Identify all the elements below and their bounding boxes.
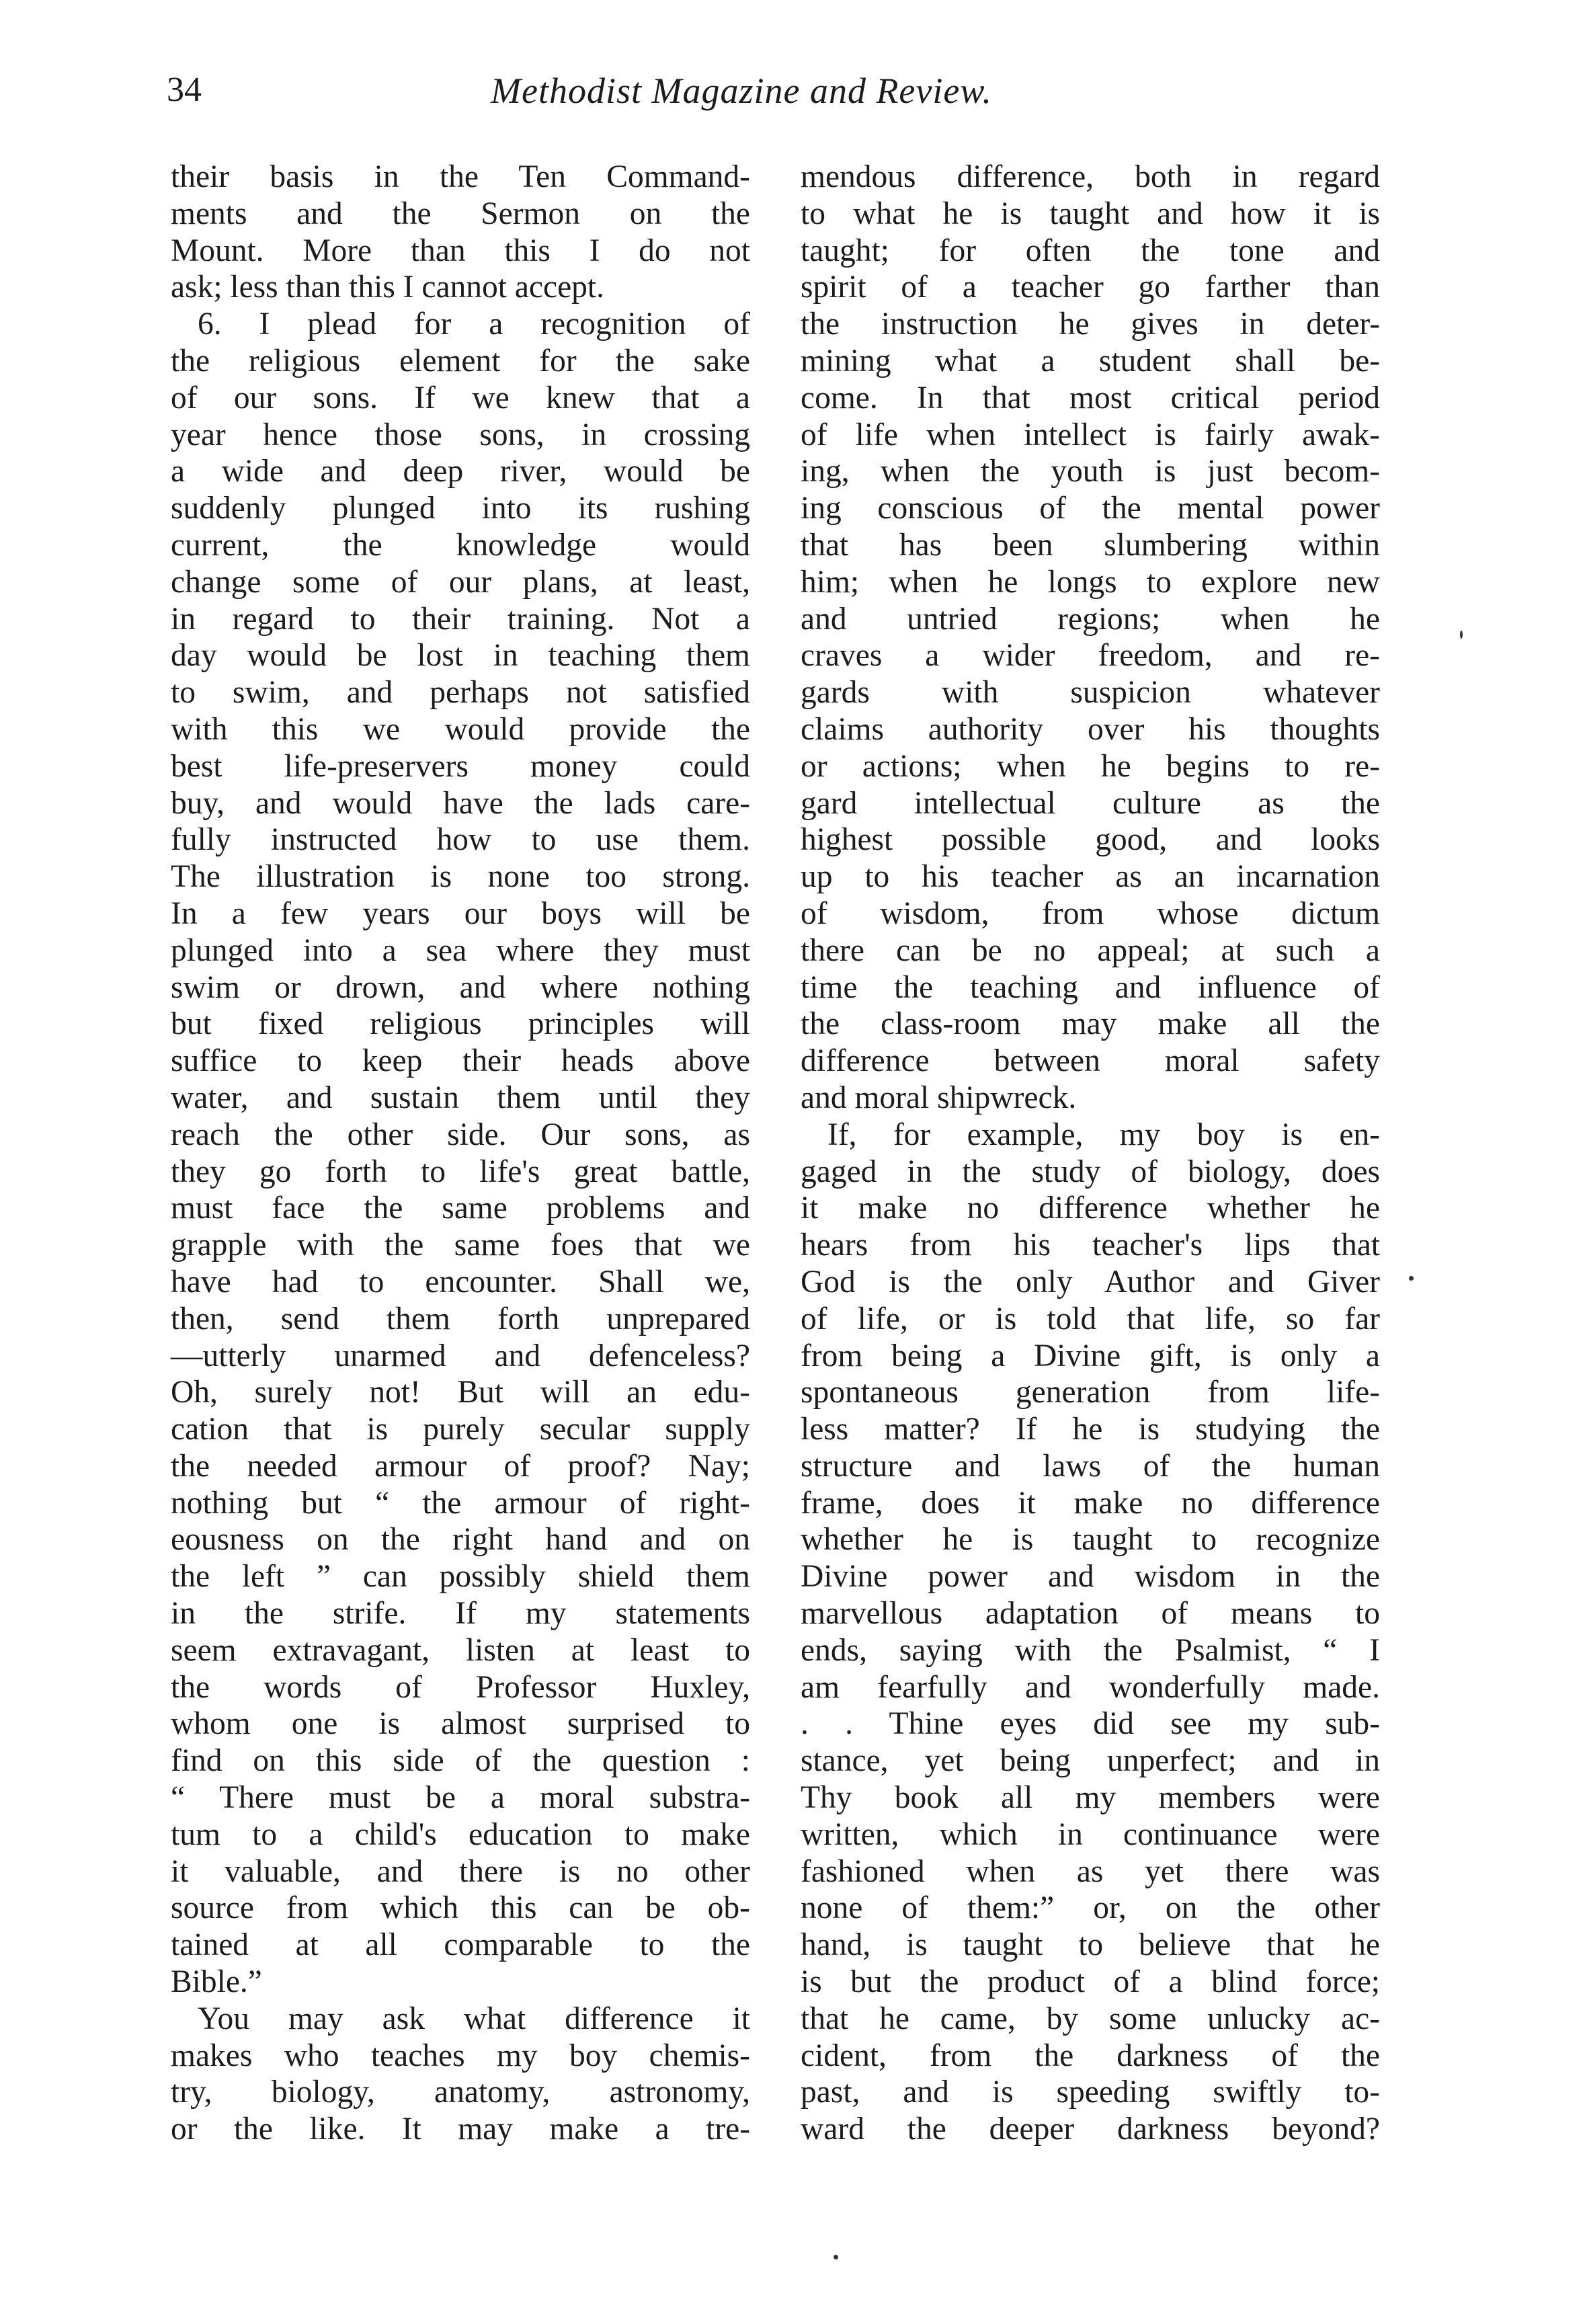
text-line: time the teaching and influence of — [801, 969, 1380, 1005]
text-line: If, for example, my boy is en- — [827, 1117, 1380, 1152]
text-line: whom one is almost surprised to — [171, 1706, 750, 1742]
text-line: eousness on the right hand and on — [171, 1522, 750, 1558]
text-line: Oh, surely not! But will an edu- — [171, 1375, 750, 1410]
text-line: tum to a child's education to make — [171, 1816, 750, 1852]
text-line: and moral shipwreck. — [801, 1080, 1077, 1115]
text-line: with this we would provide the — [171, 711, 750, 747]
text-column-left — [171, 159, 750, 2148]
text-line: hand, is taught to believe that he — [801, 1927, 1380, 1963]
text-line: ward the deeper darkness beyond? — [801, 2112, 1380, 2147]
text-line: in regard to their training. Not a — [171, 601, 750, 637]
text-line: Mount. More than this I do not — [171, 233, 750, 268]
text-line: the needed armour of proof? Nay; — [171, 1448, 750, 1484]
text-line: gaged in the study of biology, does — [801, 1154, 1380, 1189]
text-line: that he came, by some unlucky ac- — [801, 2001, 1380, 2036]
text-line: ing, when the youth is just becom- — [801, 454, 1380, 489]
text-line: current, the knowledge would — [171, 527, 750, 563]
text-line: change some of our plans, at least, — [171, 564, 750, 600]
text-line: year hence those sons, in crossing — [171, 417, 750, 452]
text-line: reach the other side. Our sons, as — [171, 1117, 750, 1152]
text-line: to swim, and perhaps not satisfied — [171, 675, 750, 711]
text-line: there can be no appeal; at such a — [801, 932, 1380, 968]
text-line: past, and is speeding swiftly to- — [801, 2075, 1380, 2110]
text-line: a wide and deep river, would be — [171, 454, 750, 489]
text-line: Divine power and wisdom in the — [801, 1559, 1380, 1595]
text-line: or the like. It may make a tre- — [171, 2112, 750, 2147]
text-line: the words of Professor Huxley, — [171, 1669, 750, 1705]
text-line: 6. I plead for a recognition of — [198, 307, 750, 342]
text-line: have had to encounter. Shall we, — [171, 1264, 750, 1299]
text-line: mining what a student shall be- — [801, 343, 1380, 378]
text-line: from being a Divine gift, is only a — [801, 1338, 1380, 1373]
print-speck — [1460, 631, 1463, 639]
text-line: stance, yet being unperfect; and in — [801, 1743, 1380, 1779]
text-line: grapple with the same foes that we — [171, 1228, 750, 1263]
text-line: the class-room may make all the — [801, 1006, 1380, 1042]
text-line: it valuable, and there is no other — [171, 1853, 750, 1889]
text-line: mendous difference, both in regard — [801, 159, 1380, 194]
text-line: the religious element for the sake — [171, 343, 750, 378]
text-line: Bible.” — [171, 1964, 262, 2000]
text-line: of wisdom, from whose dictum — [801, 895, 1380, 931]
text-line: God is the only Author and Giver — [801, 1264, 1380, 1299]
text-line: less matter? If he is studying the — [801, 1412, 1380, 1447]
text-line: their basis in the Ten Command- — [171, 159, 750, 194]
text-line: and untried regions; when he — [801, 601, 1380, 637]
text-line: day would be lost in teaching them — [171, 638, 750, 674]
text-line: claims authority over his thoughts — [801, 711, 1380, 747]
text-line: come. In that most critical period — [801, 380, 1380, 415]
text-line: water, and sustain them until they — [171, 1080, 750, 1115]
text-line: gards with suspicion whatever — [801, 675, 1380, 711]
text-line: but fixed religious principles will — [171, 1006, 750, 1042]
text-line: ments and the Sermon on the — [171, 196, 750, 231]
text-line: written, which in continuance were — [801, 1816, 1380, 1852]
text-line: swim or drown, and where nothing — [171, 969, 750, 1005]
text-line: hears from his teacher's lips that — [801, 1228, 1380, 1263]
text-line: . . Thine eyes did see my sub- — [801, 1706, 1380, 1742]
text-line: fully instructed how to use them. — [171, 822, 750, 858]
print-speck — [834, 2255, 838, 2259]
text-line: it make no difference whether he — [801, 1191, 1380, 1226]
text-line: taught; for often the tone and — [801, 233, 1380, 268]
text-line: of life, or is told that life, so far — [801, 1301, 1380, 1336]
text-line: ask; less than this I cannot accept. — [171, 270, 605, 305]
text-line: source from which this can be ob- — [171, 1890, 750, 1926]
text-line: frame, does it make no difference — [801, 1485, 1380, 1521]
text-line: must face the same problems and — [171, 1191, 750, 1226]
text-line: then, send them forth unprepared — [171, 1301, 750, 1336]
text-line: or actions; when he begins to re- — [801, 748, 1380, 784]
text-line: makes who teaches my boy chemis- — [171, 2038, 750, 2073]
text-line: spirit of a teacher go farther than — [801, 270, 1380, 305]
text-line: plunged into a sea where they must — [171, 932, 750, 968]
text-line: to what he is taught and how it is — [801, 196, 1380, 231]
text-line: in the strife. If my statements — [171, 1596, 750, 1632]
text-line: that has been slumbering within — [801, 527, 1380, 563]
text-line: am fearfully and wonderfully made. — [801, 1669, 1380, 1705]
text-line: Thy book all my members were — [801, 1780, 1380, 1816]
text-line: suffice to keep their heads above — [171, 1043, 750, 1079]
text-line: “ There must be a moral substra- — [171, 1780, 750, 1816]
text-line: structure and laws of the human — [801, 1448, 1380, 1484]
text-line: is but the product of a blind force; — [801, 1964, 1380, 2000]
text-line: highest possible good, and looks — [801, 822, 1380, 858]
text-line: difference between moral safety — [801, 1043, 1380, 1079]
text-line: cation that is purely secular supply — [171, 1412, 750, 1447]
text-line: try, biology, anatomy, astronomy, — [171, 2075, 750, 2110]
text-line: they go forth to life's great battle, — [171, 1154, 750, 1189]
text-line: fashioned when as yet there was — [801, 1853, 1380, 1889]
text-line: In a few years our boys will be — [171, 895, 750, 931]
text-line: the instruction he gives in deter- — [801, 307, 1380, 342]
page-number: 34 — [167, 71, 202, 109]
text-line: spontaneous generation from life- — [801, 1375, 1380, 1410]
text-line: tained at all comparable to the — [171, 1927, 750, 1963]
print-speck — [1409, 1276, 1414, 1281]
text-line: whether he is taught to recognize — [801, 1522, 1380, 1558]
text-line: The illustration is none too strong. — [171, 859, 750, 895]
text-line: suddenly plunged into its rushing — [171, 491, 750, 526]
text-line: ends, saying with the Psalmist, “ I — [801, 1632, 1380, 1668]
text-line: marvellous adaptation of means to — [801, 1596, 1380, 1632]
text-line: best life-preservers money could — [171, 748, 750, 784]
running-head: Methodist Magazine and Review. — [491, 71, 992, 111]
text-line: of life when intellect is fairly awak- — [801, 417, 1380, 452]
text-line: gard intellectual culture as the — [801, 785, 1380, 821]
text-line: cident, from the darkness of the — [801, 2038, 1380, 2073]
text-line: him; when he longs to explore new — [801, 564, 1380, 600]
text-line: buy, and would have the lads care- — [171, 785, 750, 821]
text-line: —utterly unarmed and defenceless? — [171, 1338, 750, 1373]
text-line: ing conscious of the mental power — [801, 491, 1380, 526]
text-line: of our sons. If we knew that a — [171, 380, 750, 415]
text-line: nothing but “ the armour of right- — [171, 1485, 750, 1521]
text-line: You may ask what difference it — [198, 2001, 750, 2036]
text-line: seem extravagant, listen at least to — [171, 1632, 750, 1668]
text-line: the left ” can possibly shield them — [171, 1559, 750, 1595]
text-line: up to his teacher as an incarnation — [801, 859, 1380, 895]
text-line: find on this side of the question : — [171, 1743, 750, 1779]
text-line: craves a wider freedom, and re- — [801, 638, 1380, 674]
text-line: none of them:” or, on the other — [801, 1890, 1380, 1926]
text-column-right — [801, 159, 1380, 2148]
